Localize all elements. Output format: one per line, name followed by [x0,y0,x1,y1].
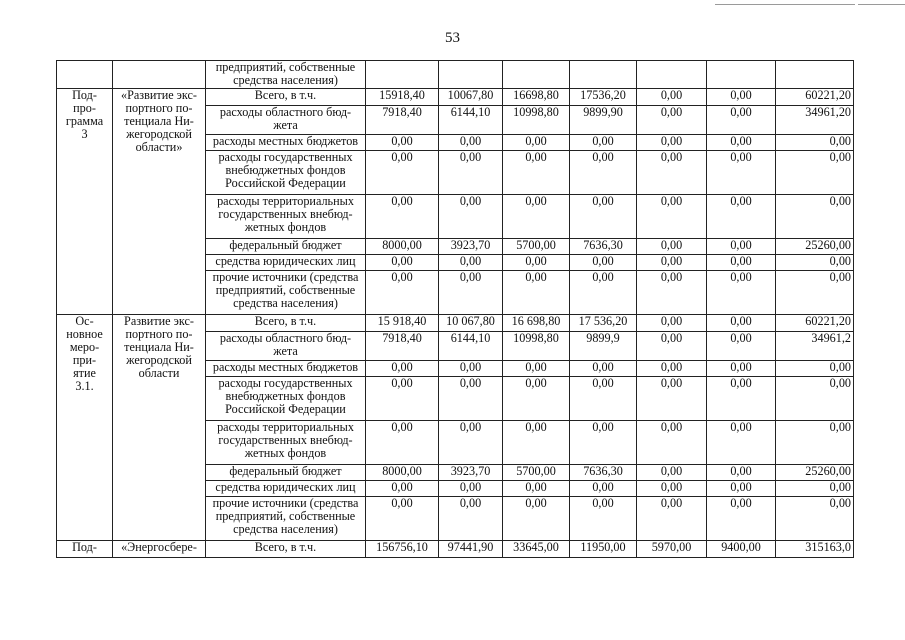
value-cell: 0,00 [707,497,776,541]
value-cell: 17 536,20 [570,315,637,332]
value-cell: 34961,2 [776,332,854,361]
value-cell: 0,00 [439,481,503,497]
value-cell: 17536,20 [570,89,637,106]
value-cell: 0,00 [637,421,707,465]
value-cell: 0,00 [707,195,776,239]
value-cell: 0,00 [366,421,439,465]
page-number: 53 [445,30,460,46]
value-cell: 0,00 [439,377,503,421]
program-name-cell: Развитие экс- портного по- тенциала Ни- жегородской области [113,315,206,541]
row-label: расходы территориальных государственных внебюд- жетных фондов [206,421,366,465]
row-label: расходы областного бюд- жета [206,332,366,361]
value-cell: 10 067,80 [439,315,503,332]
value-cell: 0,00 [707,151,776,195]
value-cell: 0,00 [366,377,439,421]
value-cell: 0,00 [707,135,776,151]
value-cell: 0,00 [776,377,854,421]
value-cell: 7636,30 [570,239,637,255]
value-cell: 0,00 [439,271,503,315]
value-cell: 0,00 [503,361,570,377]
value-cell: 6144,10 [439,332,503,361]
value-cell: 34961,20 [776,106,854,135]
value-cell: 0,00 [637,361,707,377]
value-cell: 60221,20 [776,89,854,106]
value-cell: 0,00 [707,315,776,332]
value-cell: 0,00 [707,89,776,106]
value-cell: 0,00 [776,151,854,195]
value-cell: 7918,40 [366,332,439,361]
value-cell: 33645,00 [503,541,570,558]
row-label: расходы местных бюджетов [206,361,366,377]
value-cell: 15 918,40 [366,315,439,332]
row-label: Всего, в т.ч. [206,315,366,332]
row-label: федеральный бюджет [206,465,366,481]
value-cell: 0,00 [637,332,707,361]
row-label: средства юридических лиц [206,481,366,497]
value-cell: 0,00 [637,497,707,541]
value-cell: 0,00 [776,195,854,239]
value-cell: 0,00 [570,135,637,151]
row-label: расходы областного бюд- жета [206,106,366,135]
value-cell: 0,00 [776,481,854,497]
value-cell: 5700,00 [503,239,570,255]
value-cell: 0,00 [366,481,439,497]
value-cell: 0,00 [637,89,707,106]
value-cell: 16698,80 [503,89,570,106]
row-label: Всего, в т.ч. [206,541,366,558]
value-cell: 5700,00 [503,465,570,481]
value-cell: 5970,00 [637,541,707,558]
value-cell: 0,00 [366,195,439,239]
value-cell: 0,00 [439,497,503,541]
row-label: Всего, в т.ч. [206,89,366,106]
program-name-cell: «Энергосбере- [113,541,206,558]
value-cell: 0,00 [439,255,503,271]
value-cell: 0,00 [637,377,707,421]
value-cell: 0,00 [503,255,570,271]
budget-table [56,60,854,558]
value-cell: 0,00 [366,271,439,315]
value-cell: 0,00 [776,271,854,315]
value-cell: 0,00 [570,377,637,421]
value-cell: 0,00 [439,151,503,195]
table-row [57,89,854,106]
value-cell: 25260,00 [776,465,854,481]
value-cell: 0,00 [439,421,503,465]
row-label: федеральный бюджет [206,239,366,255]
value-cell: 0,00 [570,151,637,195]
value-cell: 0,00 [366,151,439,195]
value-cell: 6144,10 [439,106,503,135]
value-cell: 15918,40 [366,89,439,106]
value-cell: 0,00 [707,377,776,421]
value-cell: 156756,10 [366,541,439,558]
value-cell: 0,00 [503,195,570,239]
value-cell: 0,00 [637,315,707,332]
value-cell: 3923,70 [439,465,503,481]
row-label: расходы государственных внебюджетных фондов Российской Федерации [206,377,366,421]
table-row [57,541,854,558]
value-cell: 7918,40 [366,106,439,135]
value-cell: 0,00 [707,332,776,361]
value-cell: 315163,0 [776,541,854,558]
value-cell: 0,00 [503,135,570,151]
value-cell: 25260,00 [776,239,854,255]
value-cell: 10998,80 [503,332,570,361]
value-cell: 0,00 [503,377,570,421]
value-cell: 0,00 [707,255,776,271]
value-cell: 0,00 [707,106,776,135]
value-cell: 0,00 [637,465,707,481]
value-cell: 0,00 [637,195,707,239]
value-cell: 0,00 [776,255,854,271]
value-cell: 0,00 [707,361,776,377]
value-cell: 0,00 [503,271,570,315]
value-cell: 60221,20 [776,315,854,332]
value-cell: 0,00 [366,497,439,541]
value-cell: 0,00 [637,151,707,195]
value-cell: 97441,90 [439,541,503,558]
value-cell: 10067,80 [439,89,503,106]
value-cell: 0,00 [570,497,637,541]
scan-edge-line [715,4,855,5]
value-cell: 0,00 [776,421,854,465]
value-cell: 0,00 [637,106,707,135]
value-cell: 0,00 [707,421,776,465]
value-cell: 0,00 [570,195,637,239]
value-cell: 11950,00 [570,541,637,558]
program-type-cell: Под- про- грамма 3 [57,89,113,315]
program-type-cell: Ос- новное меро- при- ятие 3.1. [57,315,113,541]
value-cell: 0,00 [570,421,637,465]
table-row [57,315,854,332]
value-cell: 10998,80 [503,106,570,135]
row-label: средства юридических лиц [206,255,366,271]
value-cell: 0,00 [439,135,503,151]
value-cell: 3923,70 [439,239,503,255]
value-cell: 0,00 [570,255,637,271]
program-name-cell: «Развитие экс- портного по- тенциала Ни- жегородской области» [113,89,206,315]
value-cell: 0,00 [707,271,776,315]
value-cell: 8000,00 [366,465,439,481]
value-cell: 0,00 [503,151,570,195]
value-cell: 0,00 [570,481,637,497]
value-cell: 0,00 [439,361,503,377]
value-cell: 0,00 [366,361,439,377]
type-cell [57,61,113,89]
value-cell: 0,00 [570,361,637,377]
value-cell: 0,00 [707,465,776,481]
value-cell: 0,00 [637,481,707,497]
value-cell: 0,00 [570,271,637,315]
scan-edge-line [858,4,905,5]
value-cell: 9899,9 [570,332,637,361]
value-cell: 0,00 [503,497,570,541]
value-cell: 0,00 [776,135,854,151]
budget-table-body [57,61,854,558]
value-cell: 0,00 [707,239,776,255]
value-cell: 0,00 [366,135,439,151]
value-cell: 0,00 [439,195,503,239]
value-cell: 0,00 [637,271,707,315]
value-cell: 0,00 [366,255,439,271]
value-cell: 9899,90 [570,106,637,135]
value-cell: 0,00 [503,481,570,497]
value-cell: 0,00 [776,361,854,377]
row-label: предприятий, собственные средства населения) [206,61,366,89]
value-cell: 0,00 [707,481,776,497]
value-cell: 0,00 [776,497,854,541]
program-type-cell: Под- [57,541,113,558]
row-label: расходы территориальных государственных внебюд- жетных фондов [206,195,366,239]
value-cell: 9400,00 [707,541,776,558]
row-label: расходы государственных внебюджетных фондов Российской Федерации [206,151,366,195]
value-cell: 0,00 [503,421,570,465]
row-label: расходы местных бюджетов [206,135,366,151]
value-cell: 7636,30 [570,465,637,481]
table-row [57,61,854,89]
value-cell: 0,00 [637,239,707,255]
row-label: прочие источники (средства предприятий, собственные средства населения) [206,497,366,541]
value-cell: 16 698,80 [503,315,570,332]
value-cell: 0,00 [637,135,707,151]
row-label: прочие источники (средства предприятий, собственные средства населения) [206,271,366,315]
name-cell [113,61,206,89]
value-cell: 0,00 [637,255,707,271]
value-cell: 8000,00 [366,239,439,255]
